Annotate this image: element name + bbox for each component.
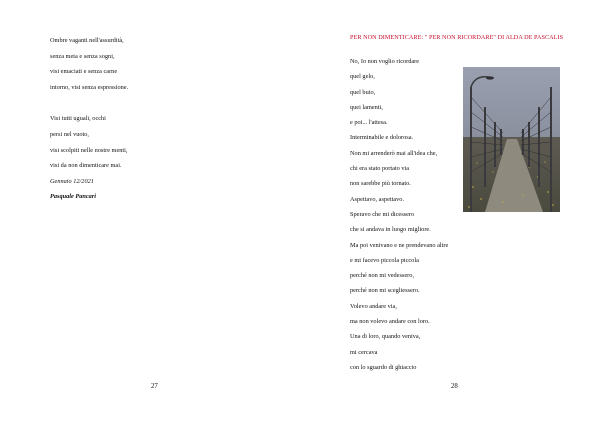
- poem-line: visi scolpiti nelle nostre menti,: [50, 146, 128, 154]
- poem-line: quel gelo,: [350, 73, 375, 81]
- poem-line: Ma poi venivano e ne prendevano altre: [350, 241, 449, 249]
- poem-line: Una di loro, quando veniva,: [350, 333, 421, 341]
- right-page: [300, 0, 600, 424]
- poem-line: perché non mi scegliessero.: [350, 287, 420, 295]
- poem-line: non sarebbe più tornato.: [350, 180, 411, 188]
- poem-line: visi da non dimenticare mai.: [50, 162, 122, 170]
- poem-line: Volevo andare via,: [350, 302, 397, 310]
- poem-line: Visi tutti uguali, occhi: [50, 115, 106, 123]
- poem-line: Ombre vaganti nell'assurdità,: [50, 37, 124, 44]
- poem-line: chi era stato portato via: [350, 165, 410, 173]
- barbed-wire-photo: [463, 67, 560, 212]
- poem-line: Speravo che mi dicessero: [350, 210, 415, 218]
- poem-line: quel buio,: [350, 88, 376, 96]
- poem-line: persi nel vuoto,: [50, 130, 89, 138]
- poem-line: visi emaciati e senza carne: [50, 68, 118, 76]
- poem-line: Interminabile e dolorosa.: [350, 134, 414, 142]
- poem-line: Non mi arrenderò mai all'idea che,: [350, 149, 438, 157]
- poem-title: PER NON DIMENTICARE: " PER NON RICORDARE" DI ALDA DE PASCALIS: [350, 34, 564, 41]
- page-number-right: 28: [451, 383, 458, 390]
- poem-line: con lo sguardo di ghiaccio: [350, 363, 417, 371]
- left-poem: [50, 33, 280, 205]
- poem-line: mi cercava: [350, 348, 378, 356]
- poem-line: intorno, visi senza espressione.: [50, 83, 129, 91]
- poem-line: che si andava in luogo migliore.: [350, 226, 431, 234]
- poem-line: Aspettavo, aspettavo.: [350, 195, 405, 203]
- poem-line: e poi... l'attesa.: [350, 119, 388, 127]
- poem-line: No, Io non voglio ricordare: [350, 58, 420, 65]
- poem-line: quei lamenti,: [350, 103, 383, 111]
- poem-date: Gennaio 12/2021: [50, 177, 94, 185]
- poem-author: Pasquale Pancari: [50, 193, 97, 201]
- stanza-gap: [50, 95, 280, 111]
- page-number-left: 27: [151, 383, 158, 390]
- poem-line: e mi facevo piccola piccola: [350, 256, 419, 264]
- poem-line: ma non volevo andare con loro.: [350, 318, 430, 326]
- poem-line: perché non mi vedessero,: [350, 272, 414, 280]
- poem-line: senza meta e senza sogni,: [50, 52, 115, 60]
